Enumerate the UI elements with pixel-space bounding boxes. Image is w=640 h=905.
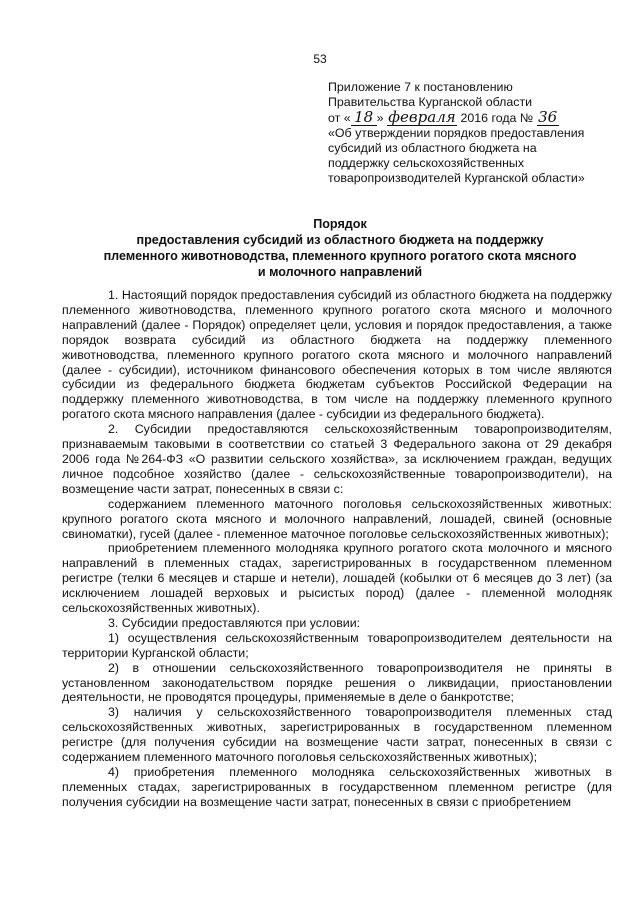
document-title — [60, 216, 620, 280]
appendix-line-5: субсидий из областного бюджета на — [328, 141, 537, 155]
date-prefix: от « — [328, 111, 351, 125]
paragraph: 3. Субсидии предоставляются при условии: — [108, 615, 361, 630]
handwritten-month: февраля — [388, 108, 456, 126]
title-line-1: Порядок — [313, 217, 367, 231]
appendix-line-1: Приложение 7 к постановлению — [328, 80, 513, 94]
title-line-3: племенного животноводства, племенного крупного рогатого скота мясного — [103, 249, 577, 263]
title-line-2: предоставления субсидий из областного бюджета на поддержку — [136, 233, 544, 247]
paragraph: 2) в отношении сельскохозяйственного товаропроизводителя не приняты в установленном законодательством порядке решения о ликвидации, приостановлении деятельности, не проводятся процедуры, применяемые в деле о банкротстве; — [62, 660, 612, 705]
paragraph: 1) осуществления сельскохозяйственным товаропроизводителем деятельности на территории Курганской области; — [62, 630, 612, 660]
appendix-line-2: Правительства Курганской области — [328, 95, 533, 109]
document-body — [62, 288, 612, 810]
appendix-date-line — [328, 110, 628, 126]
handwritten-doc-number: 36 — [538, 108, 558, 126]
paragraph: 3) наличия у сельскохозяйственного товаропроизводителя племенных стад сельскохозяйственных животных, зарегистрированных в государственном племенном регистре (для получения субсидии на возмещение части затрат, понесенных в связи с содержанием племенного маточного поголовья сельскохозяйственных животных); — [62, 705, 612, 765]
appendix-line-4: «Об утверждении порядков предоставления — [328, 126, 585, 140]
paragraph: 2. Субсидии предоставляются сельскохозяйственным товаропроизводителям, признаваемым таковыми в соответствии со статьей 3 Федерального закона от 29 декабря 2006 года №264-ФЗ «О развитии сельского хозяйства», за исключением граждан, ведущих личное подсобное хозяйство (далее - сельскохозяйственные товаропроизводители), на возмещение части затрат, понесенных в связи с: — [62, 422, 612, 496]
date-mid: » — [376, 111, 384, 125]
paragraph: содержанием племенного маточного поголовья сельскохозяйственных животных: крупного рогатого скота мясного и молочного направлений, лошадей, свиней (основные свиноматки), гусей (далее - племенное маточное поголовье сельскохозяйственных животных); — [62, 496, 612, 541]
date-year: 2016 года № — [460, 111, 534, 125]
paragraph: 4) приобретения племенного молодняка сельскохозяйственных животных в племенных стадах, зарегистрированных в государственном племенном регистре (для получения субсидии на возмещение части затрат, понесенных в связи с приобретением — [62, 765, 612, 809]
page-number: 53 — [313, 52, 327, 66]
title-line-4: и молочного направлений — [257, 265, 423, 279]
appendix-line-6: поддержку сельскохозяйственных — [328, 156, 525, 170]
appendix-line-7: товаропроизводителей Курганской области» — [328, 171, 585, 185]
appendix-header — [328, 80, 628, 186]
paragraph: приобретением племенного молодняка крупного рогатого скота молочного и мясного направлений в племенных стадах, зарегистрированных в государственном племенном регистре (телки 6 месяцев и старше и нетели), лошадей (кобылки от 6 месяцев до 3 лет) (за исключением лошадей верховых и рысистых пород) (далее - племенной молодняк сельскохозяйственных животных). — [62, 541, 612, 616]
paragraph: 1. Настоящий порядок предоставления субсидий из областного бюджета на поддержку племенного животноводства, племенного крупного рогатого скота мясного и молочного направлений (далее - Порядок) определяет цели, условия и порядок предоставления, а также порядок возврата субсидий из областного бюджета на поддержку племенного животноводства, племенного крупного рогатого скота мясного и молочного направлений (далее - субсидии), источником финансового обеспечения которых в том числе являются субсидии из федерального бюджета бюджетам субъектов Российской Федерации на поддержку племенного животноводства, в том числе на поддержку племенного крупного рогатого скота мясного направления (далее - субсидии из федерального бюджета). — [62, 288, 612, 422]
handwritten-day: 18 — [351, 110, 377, 126]
